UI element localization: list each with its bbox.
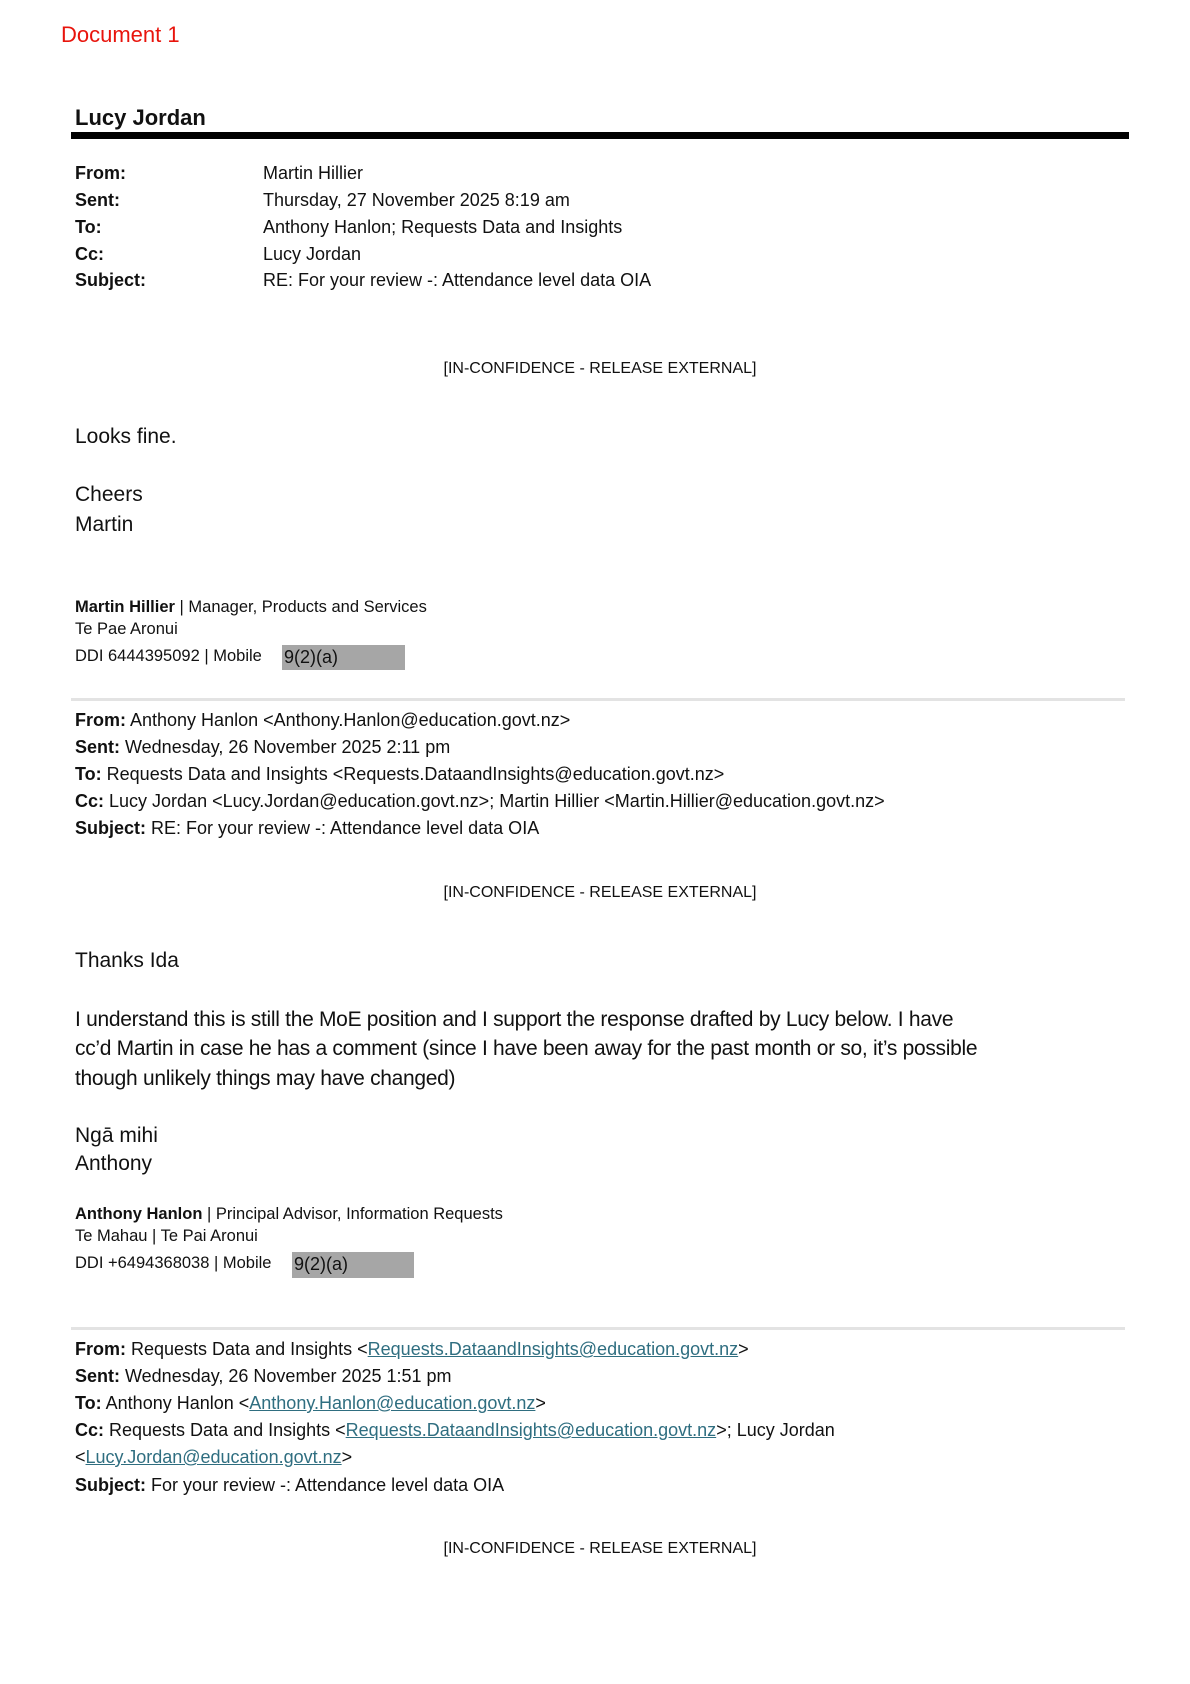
redaction-box: 9(2)(a)	[282, 645, 405, 670]
header-value-subject: RE: For your review -: Attendance level data OIA	[263, 270, 652, 290]
header-label-sent: Sent:	[75, 190, 120, 210]
email-subject: Subject: RE: For your review -: Attendance level data OIA	[75, 818, 540, 838]
header-label-from: From:	[75, 163, 126, 183]
signoff: Anthony	[75, 1152, 153, 1175]
email-sent: Sent: Wednesday, 26 November 2025 2:11 pm	[75, 737, 451, 757]
header-label-cc: Cc:	[75, 244, 105, 264]
signature-line	[75, 1206, 503, 1223]
signature-name: Martin Hillier	[75, 598, 175, 616]
signature-org: Te Mahau | Te Pai Aronui	[75, 1227, 258, 1245]
document-label: Document 1	[61, 22, 180, 47]
page-title: Lucy Jordan	[75, 105, 206, 130]
signature-name: Anthony Hanlon	[75, 1205, 203, 1223]
signature-phone: DDI +6494368038 | Mobile	[75, 1254, 272, 1272]
email-separator	[71, 698, 1125, 701]
header-value-cc: Lucy Jordan	[263, 244, 362, 264]
signature-phone: DDI 6444395092 | Mobile	[75, 647, 262, 665]
signature-role: | Manager, Products and Services	[174, 598, 427, 616]
email-to: To: Requests Data and Insights <Requests.DataandInsights@education.govt.nz>	[75, 764, 725, 784]
email-from: From: Anthony Hanlon <Anthony.Hanlon@education.govt.nz>	[75, 710, 571, 730]
email-separator	[71, 1327, 1125, 1330]
email-to: To: Anthony Hanlon <Anthony.Hanlon@education.govt.nz>	[75, 1393, 546, 1413]
header-label-to: To:	[75, 217, 102, 237]
email-cc-continued: <Lucy.Jordan@education.govt.nz>	[75, 1447, 353, 1467]
header-value-from: Martin Hillier	[263, 163, 364, 183]
email-sent: Sent: Wednesday, 26 November 2025 1:51 pm	[75, 1366, 452, 1386]
classification-label: [IN-CONFIDENCE - RELEASE EXTERNAL]	[443, 884, 757, 901]
signature-org: Te Pae Aronui	[75, 620, 178, 638]
body-line: cc’d Martin in case he has a comment (since I have been away for the past month or so, it’s possible	[75, 1037, 978, 1060]
email-subject: Subject: For your review -: Attendance level data OIA	[75, 1475, 505, 1495]
signature-role: | Principal Advisor, Information Requests	[202, 1205, 503, 1223]
body-line: Looks fine.	[75, 425, 177, 448]
title-rule	[71, 132, 1129, 139]
closing: Ngā mihi	[75, 1124, 158, 1147]
signature-line	[75, 599, 427, 616]
classification-label: [IN-CONFIDENCE - RELEASE EXTERNAL]	[443, 360, 757, 377]
email-cc: Cc: Requests Data and Insights <Requests.DataandInsights@education.govt.nz>; Lucy Jordan	[75, 1420, 835, 1440]
email-from: From: Requests Data and Insights <Requests.DataandInsights@education.govt.nz>	[75, 1339, 749, 1359]
greeting: Thanks Ida	[75, 949, 179, 972]
email-link[interactable]: Lucy.Jordan@education.govt.nz	[85, 1447, 342, 1467]
body-line: Martin	[75, 513, 134, 536]
header-label-subject: Subject:	[75, 270, 147, 290]
header-value-sent: Thursday, 27 November 2025 8:19 am	[263, 190, 570, 210]
header-value-to: Anthony Hanlon; Requests Data and Insights	[263, 217, 623, 237]
email-link[interactable]: Requests.DataandInsights@education.govt.nz	[367, 1339, 739, 1359]
email-link[interactable]: Requests.DataandInsights@education.govt.nz	[345, 1420, 717, 1440]
body-line: though unlikely things may have changed)	[75, 1067, 456, 1090]
classification-label: [IN-CONFIDENCE - RELEASE EXTERNAL]	[443, 1540, 757, 1557]
body-line: Cheers	[75, 483, 143, 506]
email-cc: Cc: Lucy Jordan <Lucy.Jordan@education.govt.nz>; Martin Hillier <Martin.Hillier@education.govt.nz>	[75, 791, 885, 811]
body-line: I understand this is still the MoE position and I support the response drafted by Lucy below. I have	[75, 1008, 954, 1031]
redaction-box: 9(2)(a)	[292, 1252, 414, 1278]
email-link[interactable]: Anthony.Hanlon@education.govt.nz	[249, 1393, 536, 1413]
